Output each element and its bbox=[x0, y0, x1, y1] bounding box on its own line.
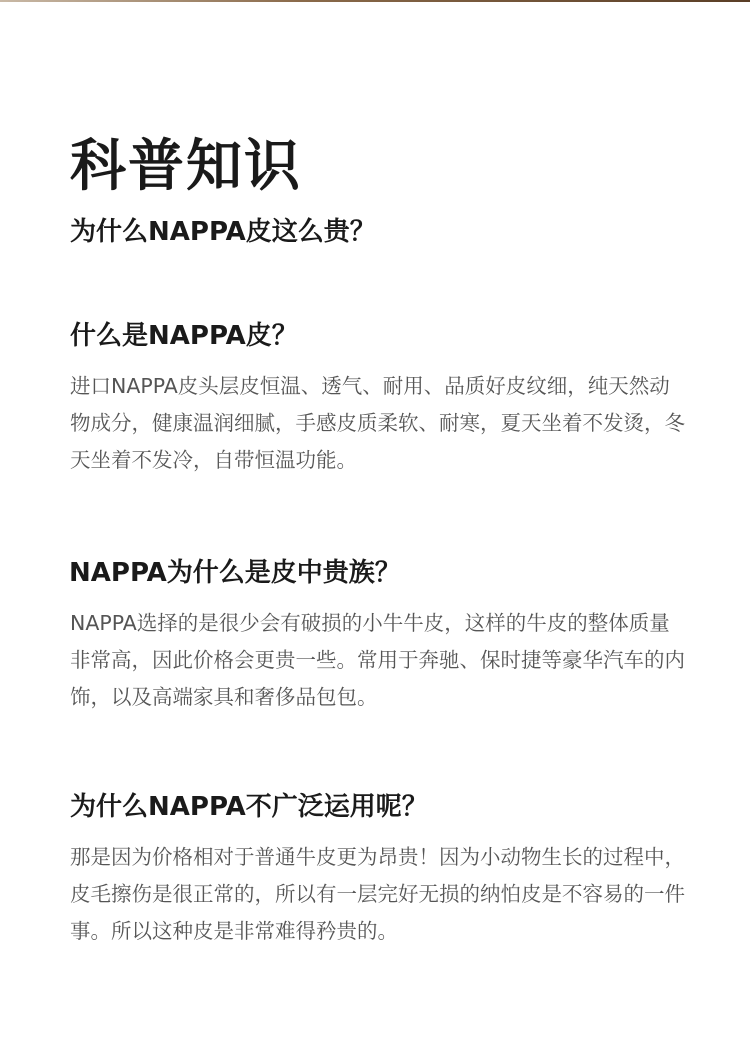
section-what-is-nappa bbox=[70, 318, 690, 479]
section-heading: 为什么NAPPA不广泛运用呢？ bbox=[70, 792, 428, 822]
top-accent-line bbox=[0, 0, 750, 2]
page-title: 科普知识 bbox=[70, 134, 302, 199]
section-heading: NAPPA为什么是皮中贵族？ bbox=[69, 558, 401, 588]
section-why-not-widely-used bbox=[70, 789, 690, 950]
section-body: 那是因为价格相对于普通牛皮更为昂贵！因为小动物生长的过程中，皮毛擦伤是很正常的，所以有一层完好无损的纳怕皮是不容易的一件事。所以这种皮是非常难得矜贵的。 bbox=[70, 845, 685, 943]
section-body: NAPPA选择的是很少会有破损的小牛牛皮，这样的牛皮的整体质量非常高，因此价格会更贵一些。常用于奔驰、保时捷等豪华汽车的内饰，以及高端家具和奢侈品包包。 bbox=[70, 611, 685, 709]
section-body: 进口NAPPA皮头层皮恒温、透气、耐用、品质好皮纹细，纯天然动物成分，健康温润细腻，手感皮质柔软、耐寒，夏天坐着不发烫，冬天坐着不发冷，自带恒温功能。 bbox=[70, 374, 685, 472]
page-subtitle: 为什么NAPPA皮这么贵？ bbox=[70, 217, 376, 247]
section-heading: 什么是NAPPA皮？ bbox=[70, 321, 298, 351]
section-nappa-noble bbox=[70, 555, 690, 716]
